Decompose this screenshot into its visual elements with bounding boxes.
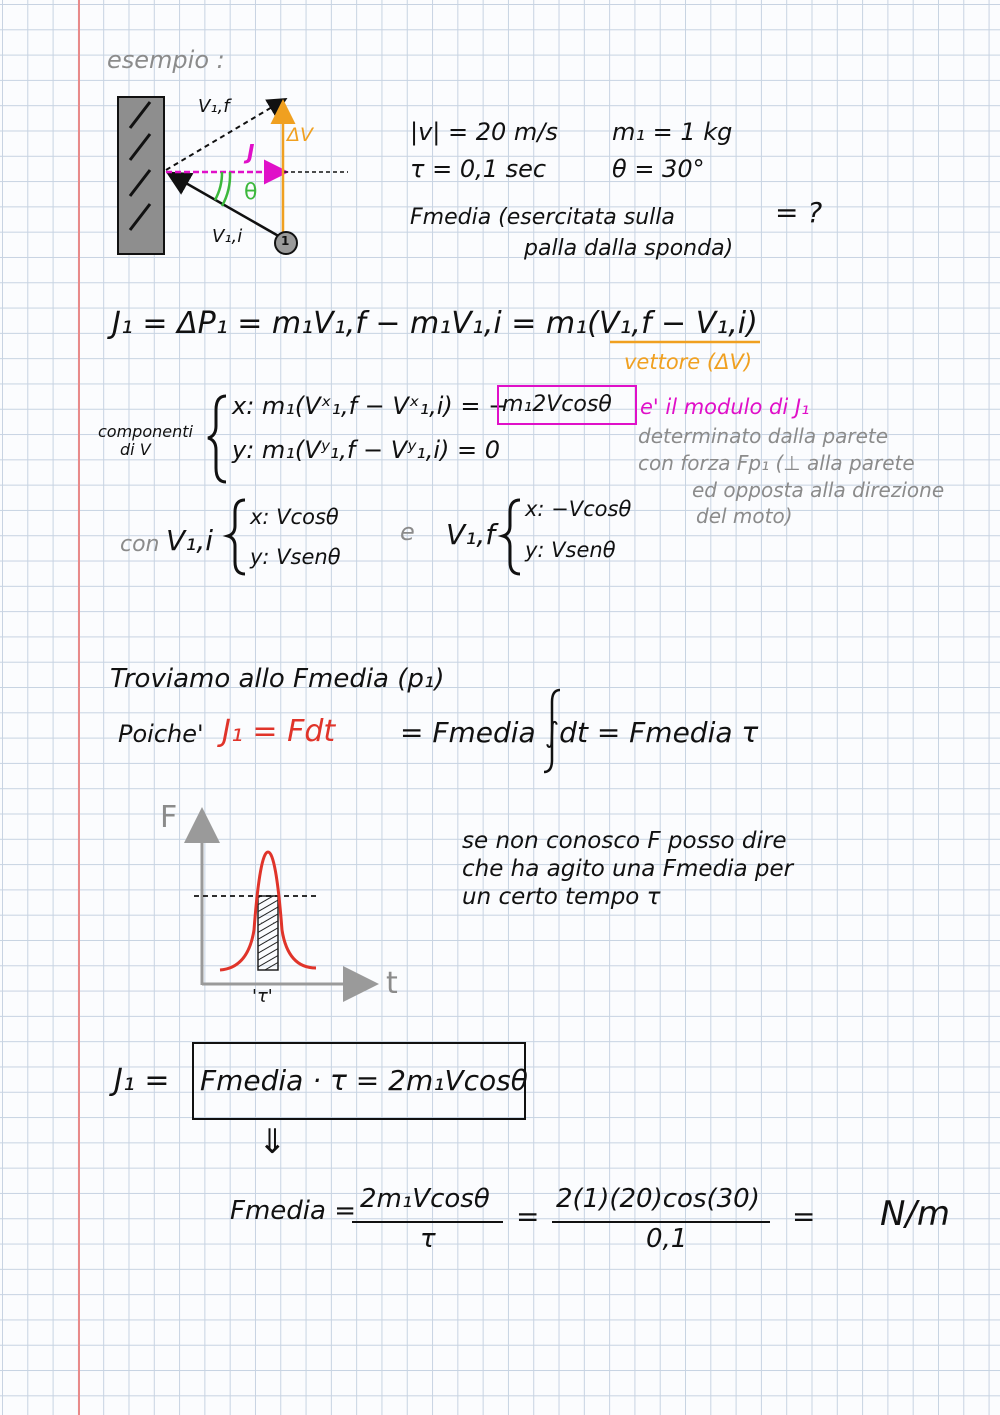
fmedia-equation: = Fmedia ∫dt = Fmedia τ [400,716,759,749]
equals-3: = [792,1200,816,1233]
label-v1f: V₁,f [198,96,230,117]
denominator-1: τ [420,1224,436,1254]
vf-label: V₁,f [446,518,496,551]
grey-note-2: con forza Fp₁ (⊥ alla parete [638,451,915,475]
find-title: Troviamo allo Fmedia (p₁) [110,664,445,694]
component-x-boxed: m₁2Vcosθ [502,392,612,417]
note-line-3: un certo tempo τ [462,884,661,910]
label-j: J [247,140,255,164]
red-equation: J₁ = Fdt [222,714,336,749]
grey-note-4: del moto) [696,504,793,528]
denominator-2: 0,1 [646,1224,688,1254]
vi-label: V₁,i [166,524,214,557]
vi-y: y: Vsenθ [250,545,341,569]
numerator-2: 2(1)(20)cos(30) [556,1184,760,1214]
graph-x-label: t [386,966,398,1001]
note-line-2: che ha agito una Fmedia per [462,856,794,882]
label-ball: 1 [281,234,290,248]
components-label-2: di V [120,440,151,459]
poiche-label: Poiche' [118,720,204,748]
implies-arrow: ⇓ [258,1122,287,1162]
modulus-note: e' il modulo di J₁ [640,395,810,419]
impulse-graph [194,816,370,985]
impulse-equation: J₁ = ΔP₁ = m₁V₁,f − m₁V₁,i = m₁(V₁,f − V₁,i) [112,306,758,341]
given-m: m₁ = 1 kg [612,118,733,146]
label-dv: ΔV [287,124,313,146]
components-label: componenti [98,422,193,441]
vf-x: x: −Vcosθ [525,497,632,521]
con-label: con [120,532,160,557]
wall [118,97,164,254]
label-theta: θ [244,180,258,205]
example-label: esempio : [107,46,225,74]
component-y: y: m₁(Vʸ₁,f − Vʸ₁,i) = 0 [232,436,500,464]
given-tau: τ = 0,1 sec [410,155,547,183]
note-line-1: se non conosco F posso dire [462,828,787,854]
component-x: x: m₁(Vˣ₁,f − Vˣ₁,i) = − [232,392,509,420]
graph-y-label: F [160,800,178,835]
given-v: |v| = 20 m/s [410,118,558,146]
final-boxed-equation: Fmedia · τ = 2m₁Vcosθ [200,1064,528,1097]
equals-2: = [516,1200,540,1233]
and-label: e [400,518,415,546]
vf-y: y: Vsenθ [525,538,616,562]
final-j-label: J₁ = [114,1063,170,1098]
graph-tau-label: 'τ' [252,986,273,1007]
vi-x: x: Vcosθ [250,505,339,529]
given-theta: θ = 30° [612,155,705,183]
given-question: = ? [775,196,823,229]
unit-label: N/m [880,1194,951,1234]
vector-note: vettore (ΔV) [624,350,753,374]
label-v1i: V₁,i [212,226,243,247]
grey-note-1: determinato dalla parete [638,424,889,448]
grey-note-3: ed opposta alla direzione [692,478,945,502]
given-fmedia-line2: palla dalla sponda) [524,236,734,261]
numerator-1: 2m₁Vcosθ [360,1184,490,1214]
given-fmedia: Fmedia (esercitata sulla [410,205,675,230]
final-fmedia: Fmedia = [230,1196,356,1226]
